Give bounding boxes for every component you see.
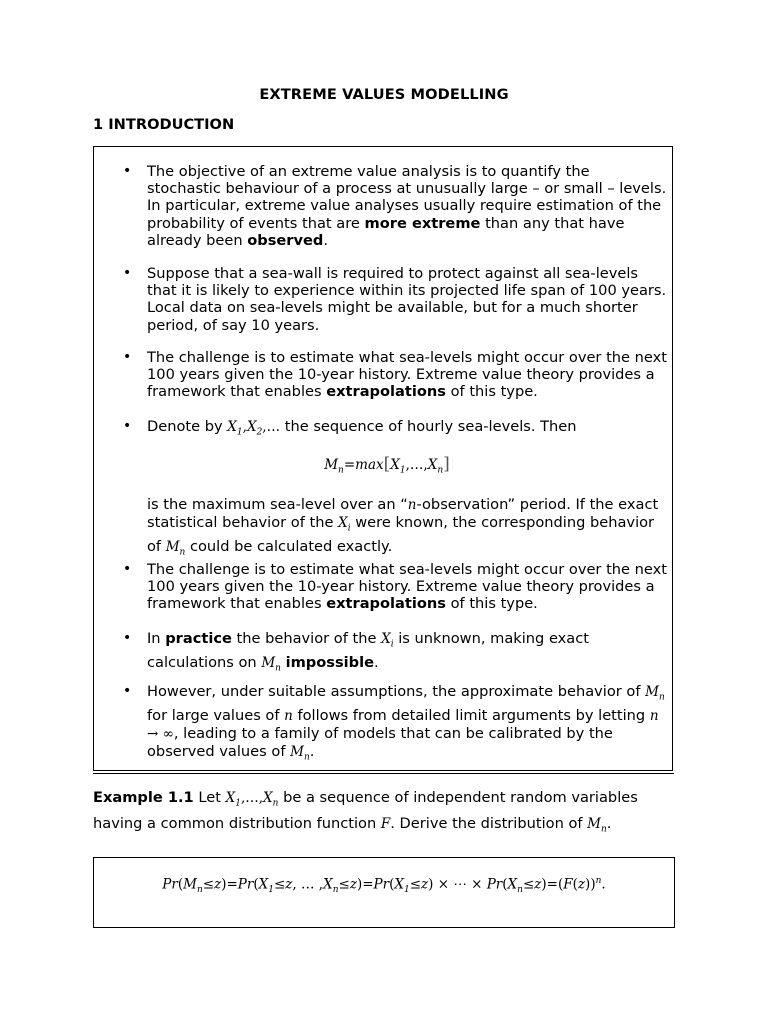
section-heading: 1 INTRODUCTION xyxy=(93,116,235,133)
introduction-box xyxy=(93,146,673,771)
example-label: Example 1.1 xyxy=(93,789,194,806)
bullet-icon: • xyxy=(123,418,132,434)
equation-derivation: $Pr(M_n\le z)=Pr(X_1\le z$, … $,X_n\le z)=Pr(X_1\le z)$ × ⋯ × $Pr(X_n\le z)=(F(z))^n$. xyxy=(162,876,606,896)
list-item: • Denote by $X_1,X_2,\dots$ the sequence of hourly sea-levels. Then $M_n=\max[X_1,\dots,X_n]$ is the maximum sea-level over an “n-observation” period. If the exact statistical behavior of the $X_i$ were known, the corresponding behavior of $M_n$ could be calculated exactly. xyxy=(147,418,667,562)
example-paragraph: Example 1.1 Let $X_1,\dots,X_n$ be a sequence of independent random variables having a common distribution function F. Derive the distribution of $M_n$. xyxy=(93,789,638,835)
math-x1-x2: $X_1,X_2,\dots$ xyxy=(227,419,281,438)
list-item: • In practice the behavior of the $X_i$ is unknown, making exact calculations on $M_n$ impossible. xyxy=(123,630,590,674)
bullet-icon: • xyxy=(123,561,132,577)
list-item: • The challenge is to estimate what sea-levels might occur over the next 100 years given the 10-year history. Extreme value theory provides a framework that enables extrapolations of this type. xyxy=(123,349,667,401)
derivation-box xyxy=(93,857,675,928)
document-title: EXTREME VALUES MODELLING xyxy=(259,86,509,103)
bullet-icon: • xyxy=(123,163,132,179)
bullet-icon: • xyxy=(123,683,132,699)
list-item: • Suppose that a sea-wall is required to protect against all sea-levels that it is likely to experience within its projected life span of 100 years. Local data on sea-levels might be available, but for a much shorter period, of say 10 years. xyxy=(123,265,667,334)
bullet-icon: • xyxy=(123,349,132,365)
bullet-icon: • xyxy=(123,630,132,646)
bullet-icon: • xyxy=(123,265,132,281)
list-item: • However, under suitable assumptions, the approximate behavior of $M_n$ for large values of n follows from detailed limit arguments by letting n → ∞, leading to a family of models that can be calibrated by the observed values of $M_n$. xyxy=(123,683,665,763)
list-item: • The challenge is to estimate what sea-levels might occur over the next 100 years given the 10-year history. Extreme value theory provides a framework that enables extrapolations of this type. xyxy=(123,561,667,613)
list-item: • The objective of an extreme value analysis is to quantify the stochastic behaviour of a process at unusually large – or small – levels. In particular, extreme value analyses usually require estimation of the probability of events that are more extreme than any that have already been observed. xyxy=(123,163,667,249)
equation-max: $M_n=\max[X_1,\dots,X_n]$ xyxy=(324,453,450,476)
